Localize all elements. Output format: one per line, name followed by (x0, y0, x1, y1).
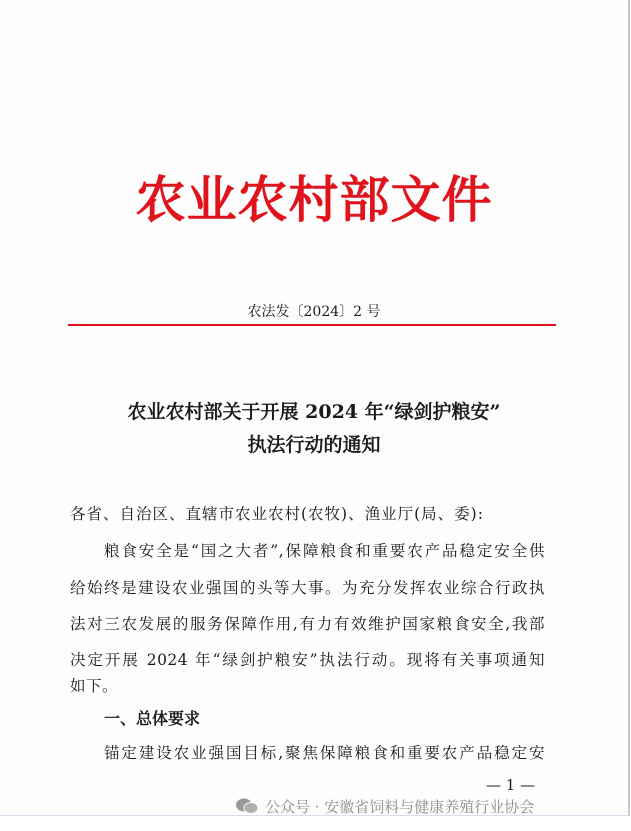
paragraph-line: 粮食安全是“国之大者”,保障粮食和重要农产品稳定安全供 (104, 542, 545, 560)
paragraph-line: 法对三农发展的服务保障作用,有力有效维护国家粮食安全,我部 (70, 615, 545, 633)
paragraph-line: 如下。 (70, 677, 119, 695)
salutation: 各省、自治区、直辖市农业农村(农牧)、渔业厅(局、委): (70, 505, 484, 523)
document-header-title: 农业农村部文件 (135, 170, 493, 229)
paragraph-line: 决定开展 2024 年“绿剑护粮安”执法行动。现将有关事项通知 (70, 651, 545, 669)
document-number: 农法发〔2024〕2 号 (247, 304, 381, 320)
page-number: — 1 — (486, 776, 536, 794)
paragraph-line: 锚定建设农业强国目标,聚焦保障粮食和重要农产品稳定安 (104, 744, 545, 762)
notice-title-line-1: 农业农村部关于开展 2024 年“绿剑护粮安” (127, 401, 501, 423)
paragraph-line: 给始终是建设农业强国的头等大事。为充分发挥农业综合行政执 (70, 579, 545, 597)
section-heading: 一、总体要求 (104, 709, 201, 728)
wechat-icon (235, 797, 259, 815)
watermark-text: 公众号 · 安徽省饲料与健康养殖行业协会 (265, 798, 535, 816)
red-divider (68, 324, 556, 326)
notice-title-line-2: 执法行动的通知 (247, 434, 381, 456)
